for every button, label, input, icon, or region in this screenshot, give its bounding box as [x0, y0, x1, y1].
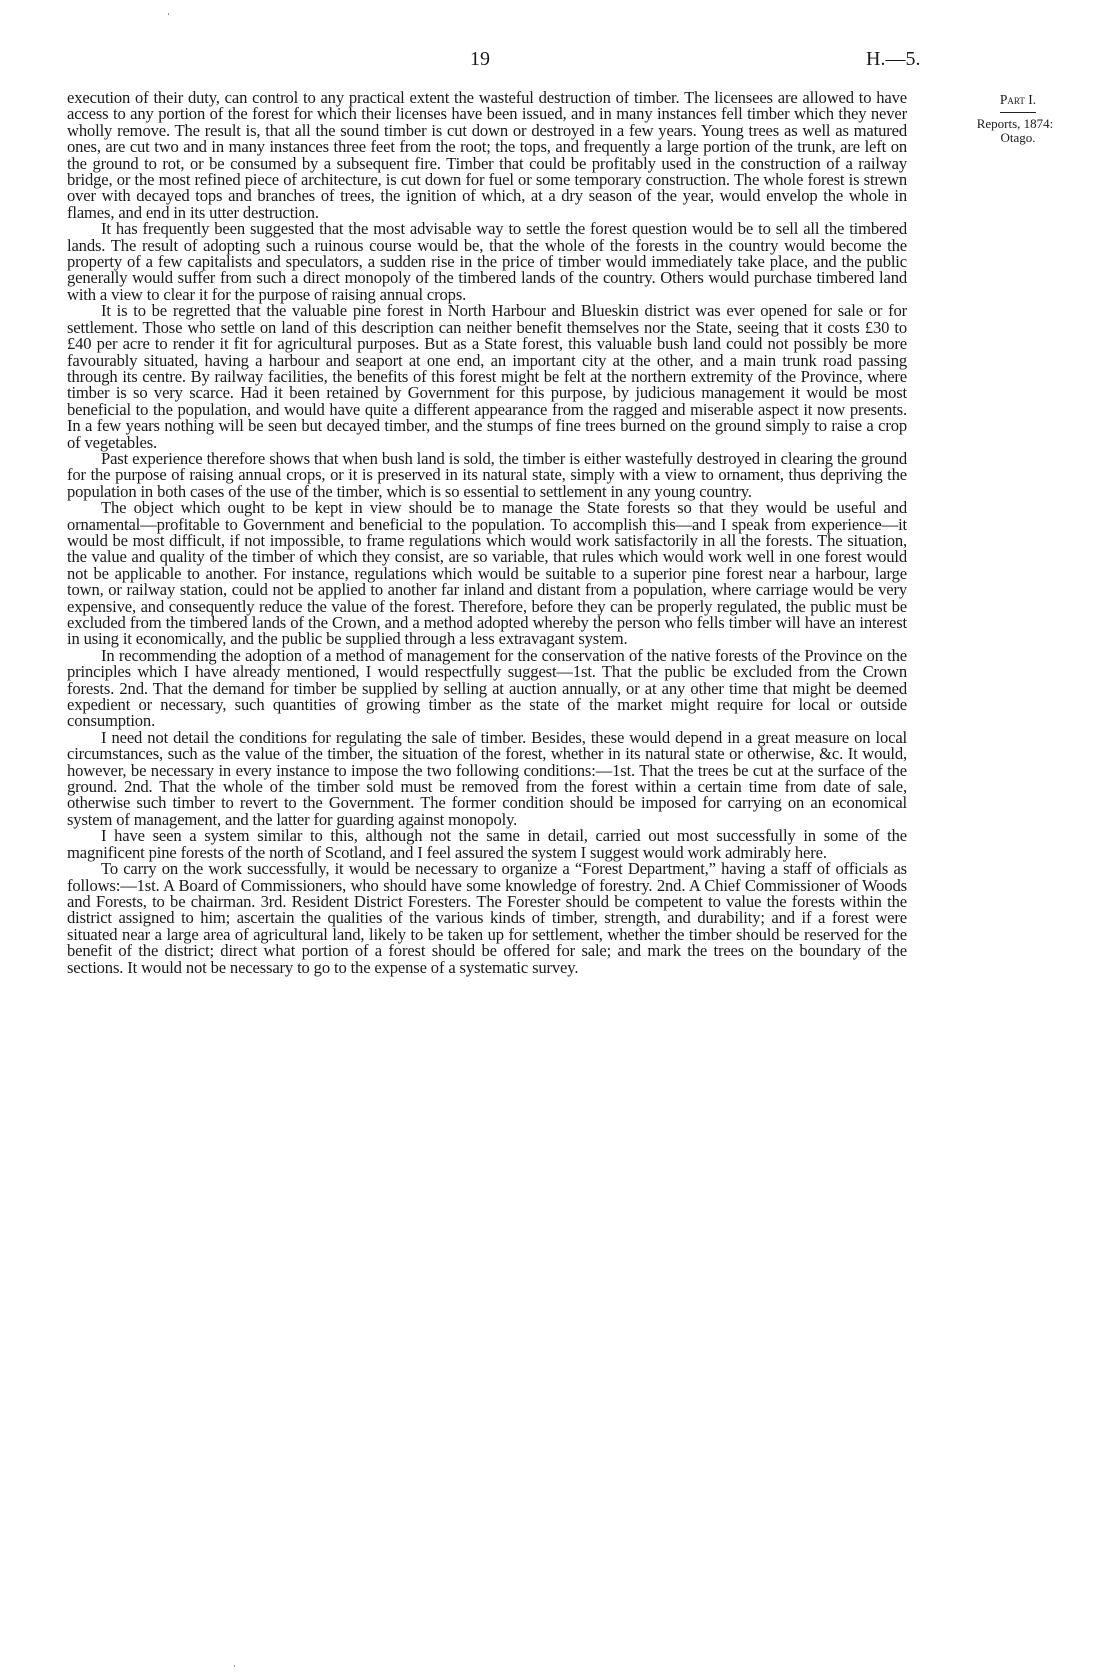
- scan-speck: [234, 1665, 235, 1667]
- paragraph: In recommending the adoption of a method of management for the conservation of the native forests of the Province on the principles which I have already mentioned, I would respectfully suggest—1st. That the public be excluded from the Crown forests. 2nd. That the demand for timber be supplied by selling at auction annually, or at any other time that might be deemed expedient or necessary, such quantities of growing timber as the state of the market might require for local or outside consumption.: [67, 645, 907, 731]
- page-number: 19: [470, 48, 490, 70]
- paragraph: It has frequently been suggested that the most advisable way to settle the forest question would be to sell all the timbered lands. The result of adopting such a ruinous course would be, that the whole of the forests in the country would become the property of a few capitalists and speculators, a sudden rise in the price of timber would immediately take place, and the public generally would suffer from such a direct monopoly of the timbered lands of the country. Others would purchase timbered land with a view to clear it for the purpose of raising annual crops.: [67, 219, 907, 304]
- margin-note-part: Part I.: [999, 92, 1037, 107]
- scan-speck: [168, 13, 169, 15]
- body-text: [67, 90, 907, 976]
- paragraph: Past experience therefore shows that when bush land is sold, the timber is either wastefully destroyed in clearing the ground for the purpose of raising annual crops, or it is preserved in its natural state, simply with a view to ornament, thus depriving the population in both cases of the use of the timber, which is so essential to settlement in any young country.: [67, 448, 907, 501]
- paragraph: I have seen a system similar to this, although not the same in detail, carried out most successfully in some of the magnificent pine forests of the north of Scotland, and I feel assured the system I suggest would work admirably here.: [67, 826, 907, 862]
- margin-note: [968, 93, 1068, 145]
- paragraph: The object which ought to be kept in view should be to manage the State forests so that they would be useful and ornamental—profitable to Government and beneficial to the population. To accomplish this—and I speak from experience—it would be most difficult, if not impossible, to frame regulations which would work satisfactorily in all the forests. The situation, the value and quality of the timber of which they consist, are so variable, that rules which would work well in one forest would not be applicable to another. For instance, regulations which would be suitable to a superior pine forest near a harbour, large town, or railway station, could not be applied to another far inland and distant from a population, where carriage would be very expensive, and consequently reduce the value of the forest. Therefore, before they can be properly regulated, the public must be excluded from the timbered lands of the Crown, and a method adopted whereby the person who fells timber will have an interest in using it economically, and the public be supplied through a less extravagant system.: [67, 498, 907, 649]
- margin-note-divider: [1000, 112, 1036, 113]
- paragraph: I need not detail the conditions for regulating the sale of timber. Besides, these would depend in a great measure on local circumstances, such as the value of the timber, the situation of the forest, whether in its natural state or otherwise, &c. It would, however, be necessary in every instance to impose the two following conditions:—1st. That the trees be cut at the surface of the ground. 2nd. That the whole of the timber sold must be removed from the forest within a certain time from date of sale, otherwise such timber to revert to the Government. The former condition should be imposed for carrying on an economical system of management, and the latter for guarding against monopoly.: [67, 727, 907, 829]
- paragraph: execution of their duty, can control to any practical extent the wasteful destruction of timber. The licensees are allowed to have access to any portion of the forest for which their licenses have been issued, and in many instances fell timber which they never wholly remove. The result is, that all the sound timber is cut down or destroyed in a few years. Young trees as well as matured ones, are cut two and in many instances three feet from the root; the tops, and frequently a large portion of the trunk, are left on the ground to rot, or be consumed by a subsequent fire. Timber that could be profitably used in the construction of a railway bridge, or the most refined piece of architecture, is cut down for fuel or some temporary construction. The whole forest is strewn over with decayed tops and branches of trees, the ignition of which, at a dry season of the year, would envelop the whole in flames, and end in its utter destruction.: [67, 88, 907, 222]
- paragraph: To carry on the work successfully, it would be necessary to organize a “Forest Department,” having a staff of officials as follows:—1st. A Board of Commissioners, who should have some knowledge of forestry. 2nd. A Chief Commissioner of Woods and Forests, to be chairman. 3rd. Resident District Foresters. The Forester should be competent to value the forests within the district assigned to him; ascertain the qualities of the various kinds of timber, strength, and durability; and if a forest were situated near a large area of agricultural land, likely to be taken up for settlement, whether the timber should be reserved for the benefit of the district; direct what portion of a forest should be offered for sale; and mark the trees on the boundary of the sections. It would not be necessary to go to the expense of a systematic survey.: [67, 859, 907, 977]
- margin-note-region: Otago.: [1000, 130, 1036, 145]
- document-reference: H.—5.: [866, 48, 921, 70]
- paragraph: It is to be regretted that the valuable pine forest in North Harbour and Blueskin district was ever opened for sale or for settlement. Those who settle on land of this description can neither benefit themselves nor the State, seeing that it costs £30 to £40 per acre to render it fit for agricultural purposes. But as a State forest, this valuable bush land could not possibly be more favourably situated, having a harbour and seaport at one end, an important city at the other, and a main trunk road passing through its centre. By railway facilities, the benefits of this forest might be felt at the northern extremity of the Province, where timber is so very scarce. Had it been retained by Government for this purpose, by judicious management it would be most beneficial to the population, and would have quite a different appearance from the ragged and miserable aspect it now presents. In a few years nothing will be seen but decayed timber, and the stumps of fine trees burned on the ground simply to raise a crop of vegetables.: [67, 301, 907, 452]
- margin-note-reports: Reports, 1874:: [976, 116, 1054, 131]
